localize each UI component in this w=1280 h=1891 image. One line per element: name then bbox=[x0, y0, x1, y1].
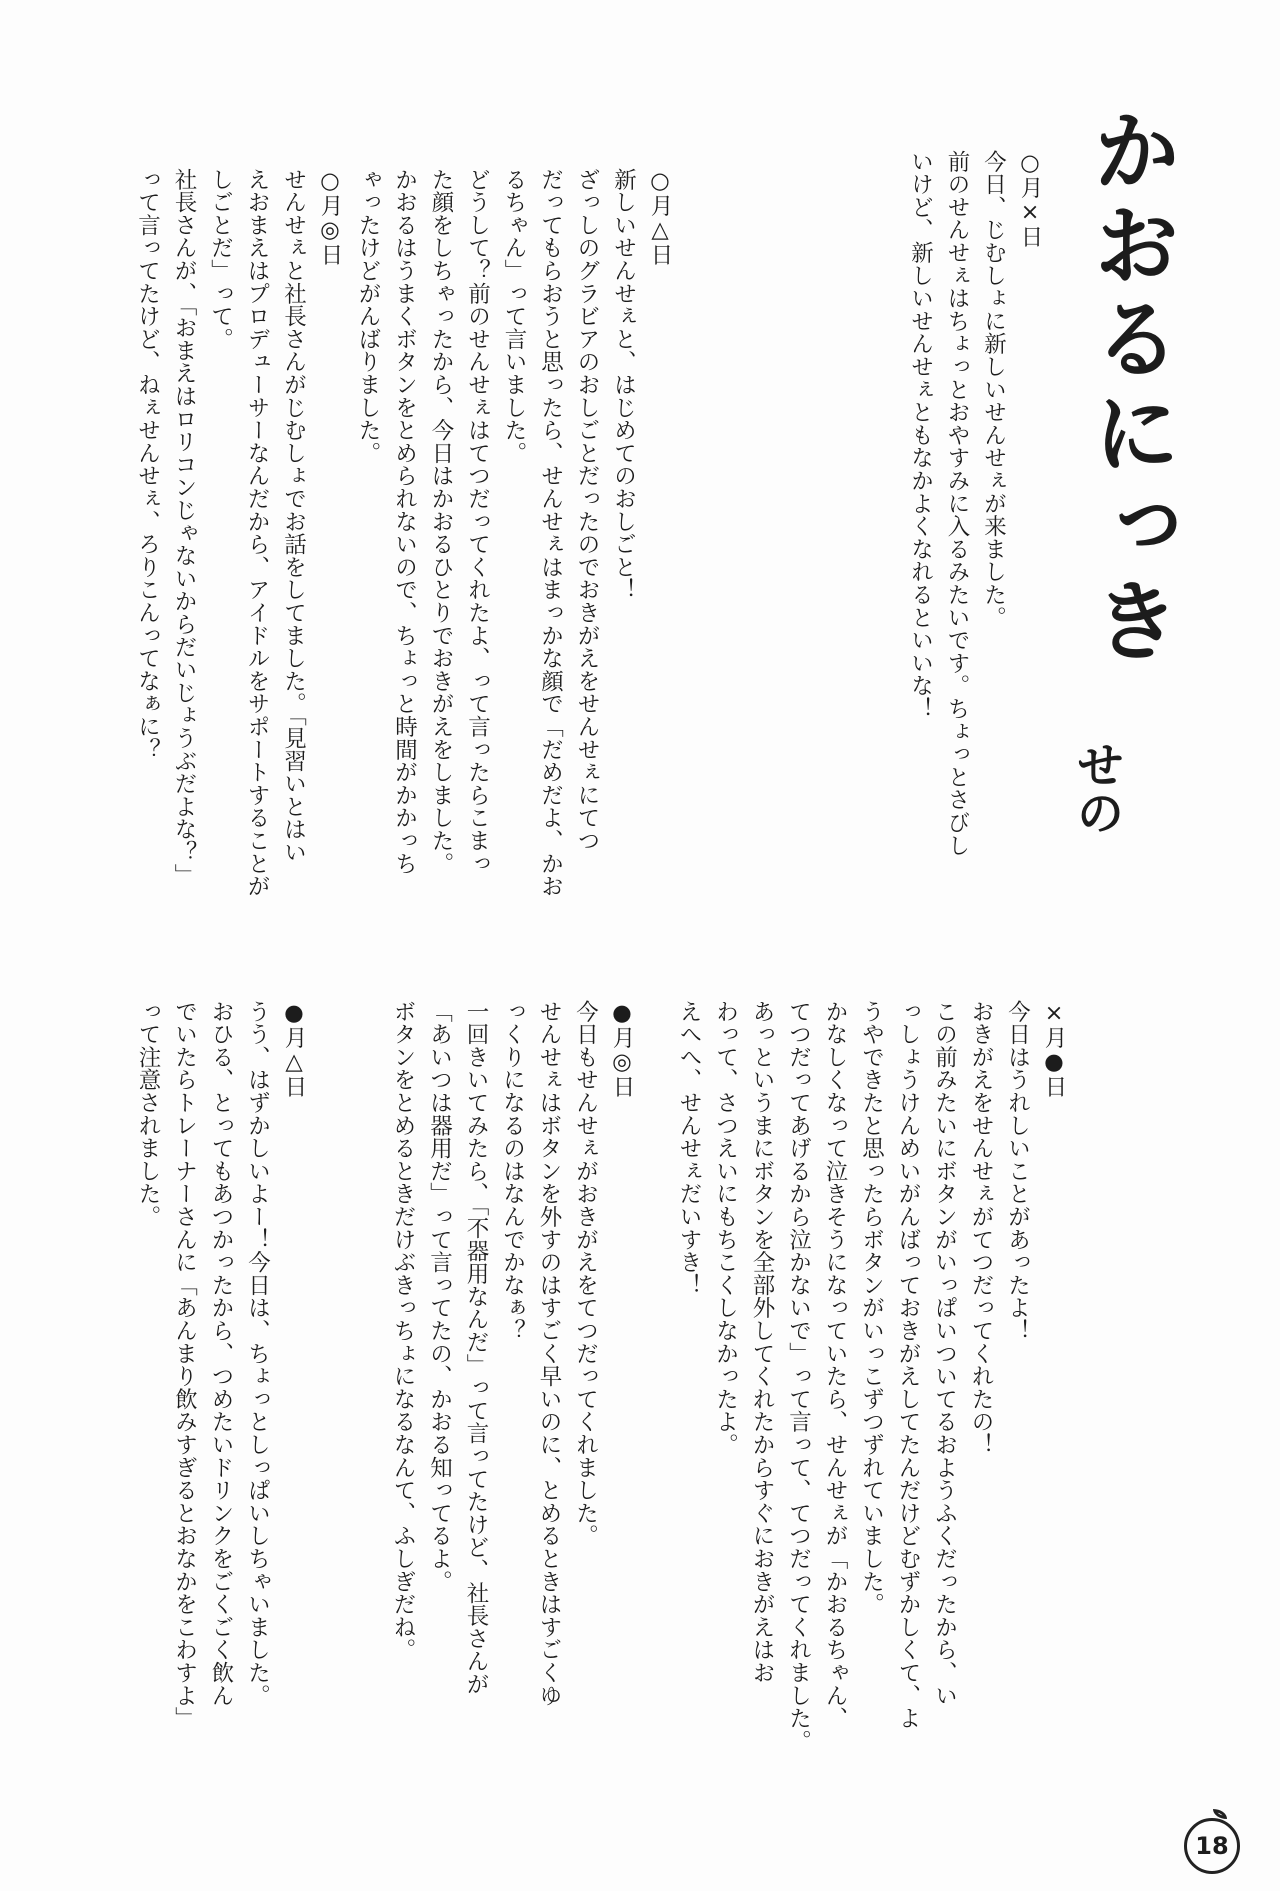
leaf-icon bbox=[1213, 1809, 1227, 1819]
entry-line: 「あいつは器用だ」って言ってたの、かおる知ってるよ。 bbox=[426, 1000, 453, 1593]
entry-line: かおるはうまくボタンをとめられないので、ちょっと時間がかかっち bbox=[391, 168, 418, 875]
diary-entry bbox=[129, 168, 348, 898]
entry-date: ●月△日 bbox=[281, 1000, 307, 1099]
entry-line: るちゃん」って言いました。 bbox=[501, 168, 527, 465]
entry-line: 今日はうれしいことがあったよ！ bbox=[1004, 1000, 1031, 1342]
entry-line: って注意されました。 bbox=[135, 1000, 161, 1228]
entry-line: 新しいせんせぇと、はじめてのおしごと！ bbox=[610, 168, 637, 602]
entry-line: 一回きいてみたら、「不器用なんだ」って言ってたけど、社長さんが bbox=[463, 1000, 489, 1696]
entry-line: えへへ、せんせぇだいすき！ bbox=[676, 1000, 702, 1297]
entry-line: 社長さんが、「おまえはロリコンじゃないからだいじょうぶだよな？」 bbox=[171, 168, 197, 887]
entry-line: しごとだ」って。 bbox=[207, 168, 234, 351]
diary-entry bbox=[385, 1000, 641, 1707]
entry-line: でいたらトレーナーさんに「あんまり飲みすぎるとおなかをこわすよ」 bbox=[171, 1000, 198, 1730]
entry-line: うう、はずかしいよー！今日は、ちょっとしっぱいしちゃいました。 bbox=[244, 1000, 271, 1707]
entry-date: ○月△日 bbox=[647, 168, 673, 267]
entry-line: おひる、とってもあつかったから、つめたいドリンクをごくごく飲ん bbox=[208, 1000, 234, 1707]
entry-date: ●月◎日 bbox=[609, 1000, 635, 1099]
entry-line: かなしくなって泣きそうになっていたら、せんせぇが「かおるちゃん、 bbox=[822, 1000, 848, 1730]
entry-line: ざっしのグラビアのおしごとだったのでおきがえをせんせぇにてつ bbox=[574, 168, 600, 852]
entry-line: この前みたいにボタンがいっぱいついてるおようふくだったから、い bbox=[931, 1000, 958, 1707]
entry-line: おきがえをせんせぇがてつだってくれたの！ bbox=[968, 1000, 994, 1456]
entry-line: 今日、じむしょに新しいせんせぇが来ました。 bbox=[980, 150, 1007, 629]
diary-entry bbox=[350, 168, 679, 898]
entry-date: ×月●日 bbox=[1041, 1000, 1067, 1099]
entry-line: た顔をしちゃったから、今日はかおるひとりでおきがえをしました。 bbox=[428, 168, 454, 875]
entry-line: せんせぇと社長さんがじむしょでお話をしてました。「見習いとはい bbox=[280, 168, 307, 864]
entry-line: あっというまにボタンを全部外してくれたからすぐにおきがえはお bbox=[749, 1000, 775, 1684]
entry-line: 今日もせんせぇがおきがえをてつだってくれました。 bbox=[572, 1000, 599, 1548]
diary-entry bbox=[671, 1000, 1073, 1752]
entry-line: えおまえはプロデューサーなんだから、アイドルをサポートすることが bbox=[244, 168, 270, 898]
entry-date: ○月×日 bbox=[1017, 150, 1043, 249]
entry-date: ○月◎日 bbox=[317, 168, 343, 267]
entry-line: だってもらおうと思ったら、せんせぇはまっかな顔で「だめだよ、かお bbox=[537, 168, 564, 898]
diary-entry bbox=[902, 150, 1048, 857]
entry-line: ボタンをとめるときだけぶきっちょになるなんて、ふしぎだね。 bbox=[390, 1000, 416, 1662]
page-number-label: 18 bbox=[1195, 1832, 1229, 1860]
entry-line: てつだってあげるから泣かないで」って言って、てつだってくれました。 bbox=[785, 1000, 812, 1753]
entry-line: うやできたと思ったらボタンがいっこずつずれていました。 bbox=[858, 1000, 885, 1616]
entry-line: せんせぇはボタンを外すのはすごく早いのに、とめるときはすごくゆ bbox=[536, 1000, 562, 1707]
entry-line: いけど、新しいせんせぇともなかよくなれるといいな！ bbox=[907, 150, 934, 720]
entry-line: 前のせんせぇはちょっとおやすみに入るみたいです。ちょっとさびし bbox=[944, 150, 970, 857]
entry-line: っくりになるのはなんでかなぁ？ bbox=[499, 1000, 526, 1342]
author-name: せの bbox=[1068, 740, 1124, 836]
entry-line: っしょうけんめいがんばっておきがえしてたんだけどむずかしくて、よ bbox=[895, 1000, 921, 1730]
entry-line: わって、さつえいにもちこくしなかったよ。 bbox=[712, 1000, 739, 1456]
entry-line: ゃったけどがんばりました。 bbox=[355, 168, 381, 465]
page-number bbox=[1184, 1818, 1240, 1874]
entry-line: どうして？前のせんせぇはてつだってくれたよ、って言ったらこまっ bbox=[464, 168, 491, 875]
page-title: かおるにっき bbox=[1079, 105, 1182, 669]
entry-line: って言ってたけど、ねぇせんせぇ、ろりこんってなぁに？ bbox=[134, 168, 161, 761]
diary-entry bbox=[130, 1000, 313, 1730]
